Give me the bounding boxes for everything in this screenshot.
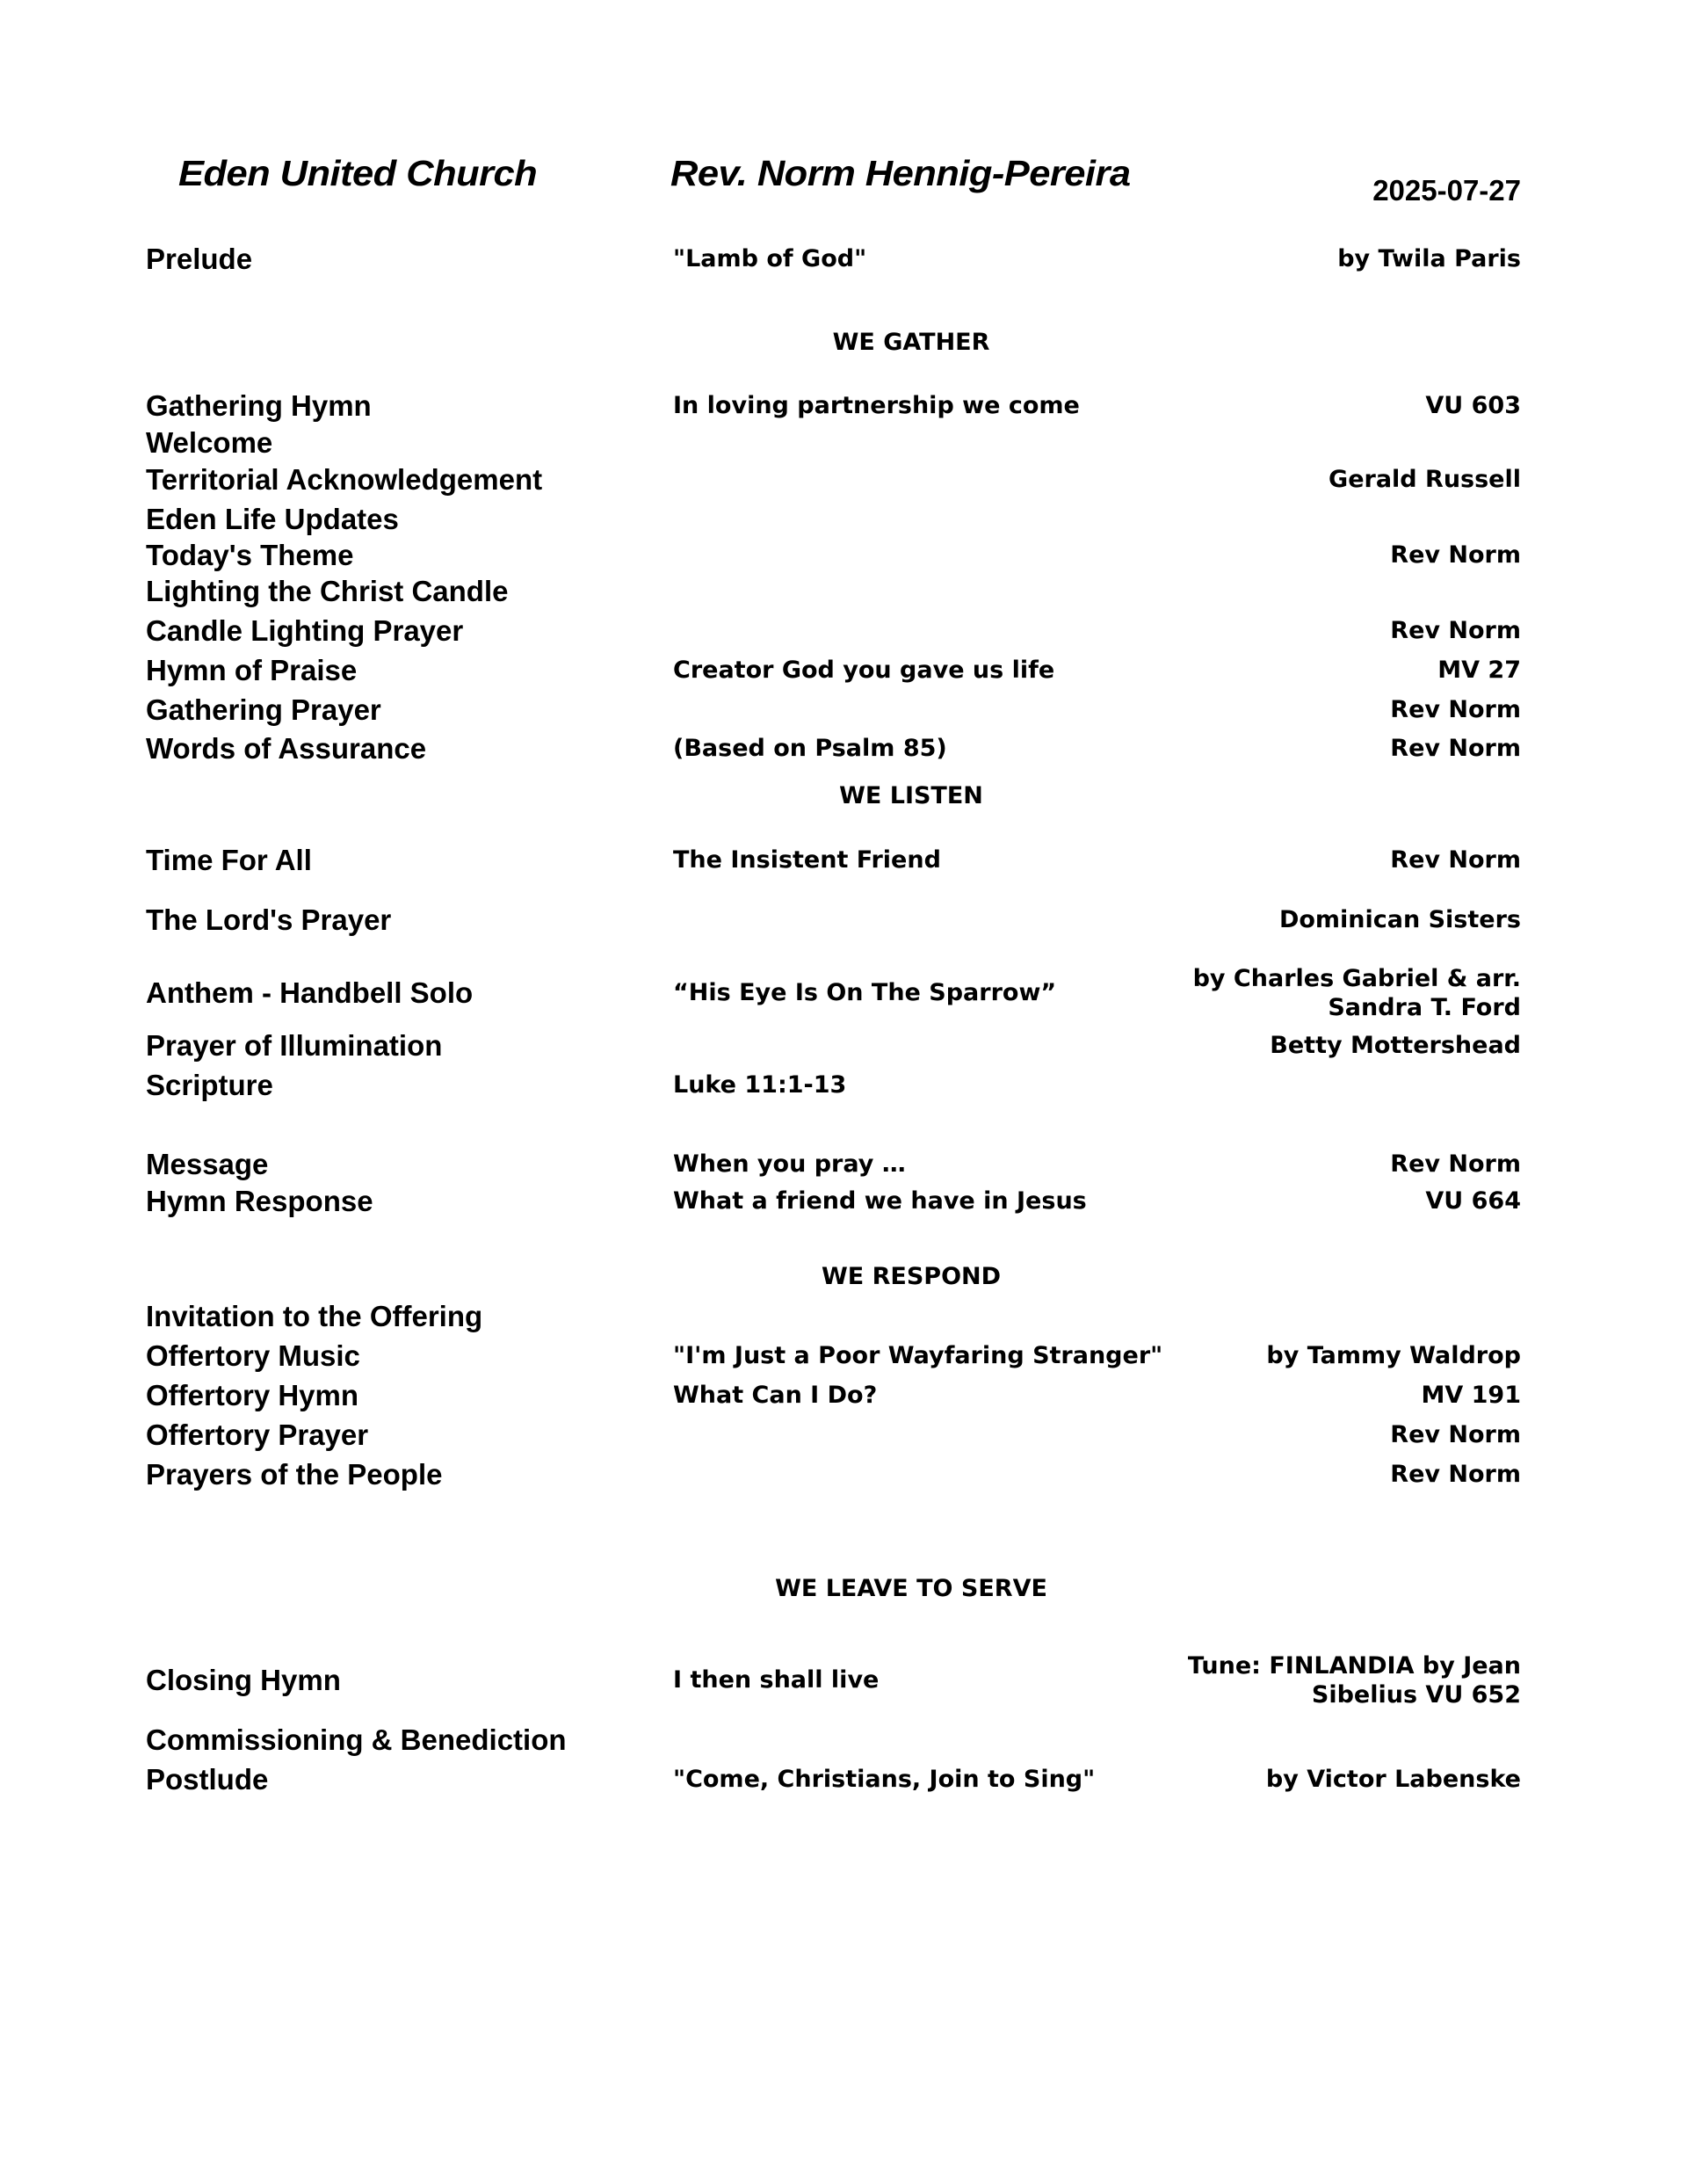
service-item-leader: Rev Norm <box>1390 735 1521 762</box>
service-item-label: Welcome <box>146 426 273 459</box>
service-item-title: Creator God you gave us life <box>673 657 1055 684</box>
service-item-leader: Gerald Russell <box>1329 466 1521 493</box>
service-item-label: Candle Lighting Prayer <box>146 614 464 647</box>
church-name: Eden United Church <box>178 153 538 193</box>
service-item-label: Hymn Response <box>146 1185 373 1217</box>
service-item-leader: MV 191 <box>1421 1382 1521 1409</box>
service-item-title: What Can I Do? <box>673 1382 878 1409</box>
service-item-label: Prayer of Illumination <box>146 1029 443 1062</box>
service-item-leader: Rev Norm <box>1390 1150 1521 1178</box>
service-item-leader: Betty Mottershead <box>1270 1032 1521 1059</box>
service-item-label: Invitation to the Offering <box>146 1300 483 1332</box>
service-item-leader: Rev Norm <box>1390 541 1521 569</box>
service-item-leader: Rev Norm <box>1390 617 1521 644</box>
service-item-leader: MV 27 <box>1437 657 1521 684</box>
service-item-title: “His Eye Is On The Sparrow” <box>673 979 1057 1006</box>
service-item-label: Gathering Hymn <box>146 389 372 422</box>
section-heading-we-listen: WE LISTEN <box>839 782 983 809</box>
service-item-title: "Come, Christians, Join to Sing" <box>673 1766 1096 1793</box>
service-item-title: In loving partnership we come <box>673 392 1080 419</box>
service-item-label: Message <box>146 1148 269 1180</box>
service-item-label: Time For All <box>146 844 312 876</box>
service-item-label: Scripture <box>146 1069 273 1101</box>
service-item-leader: by Tammy Waldrop <box>1266 1342 1521 1369</box>
service-item-leader: Rev Norm <box>1390 696 1521 723</box>
service-item-label: Lighting the Christ Candle <box>146 575 509 607</box>
service-item-label: Anthem - Handbell Solo <box>146 976 474 1009</box>
service-item-leader: Tune: FINLANDIA by Jean Sibelius VU 652 <box>1187 1652 1521 1709</box>
minister-name: Rev. Norm Hennig-Pereira <box>670 153 1131 193</box>
service-item-label: Prelude <box>146 243 253 275</box>
service-item-label: Today's Theme <box>146 539 354 571</box>
service-item-title: Luke 11:1-13 <box>673 1071 847 1099</box>
service-item-title: I then shall live <box>673 1666 880 1694</box>
service-item-label: The Lord's Prayer <box>146 903 392 936</box>
section-heading-we-gather: WE GATHER <box>832 329 990 356</box>
service-item-label: Territorial Acknowledgement <box>146 463 543 496</box>
service-item-title: "Lamb of God" <box>673 245 867 272</box>
service-item-label: Offertory Music <box>146 1339 360 1372</box>
service-item-label: Gathering Prayer <box>146 693 381 726</box>
service-date: 2025-07-27 <box>1372 174 1521 207</box>
service-item-leader: by Charles Gabriel & arr. Sandra T. Ford <box>1192 965 1521 1021</box>
service-item-label: Offertory Hymn <box>146 1379 359 1411</box>
service-item-leader: by Twila Paris <box>1337 245 1521 272</box>
section-heading-we-leave-to-serve: WE LEAVE TO SERVE <box>775 1575 1047 1602</box>
service-item-label: Postlude <box>146 1763 269 1796</box>
service-item-leader: Dominican Sisters <box>1278 906 1521 933</box>
service-item-title: (Based on Psalm 85) <box>673 735 947 762</box>
service-item-title: The Insistent Friend <box>673 846 941 874</box>
service-item-leader: Rev Norm <box>1390 846 1521 874</box>
service-item-label: Eden Life Updates <box>146 503 399 535</box>
service-item-leader: by Victor Labenske <box>1265 1766 1521 1793</box>
service-item-label: Words of Assurance <box>146 732 427 765</box>
service-item-title: "I'm Just a Poor Wayfaring Stranger" <box>673 1342 1163 1369</box>
service-item-title: When you pray … <box>673 1150 906 1178</box>
service-item-label: Commissioning & Benediction <box>146 1723 567 1756</box>
service-item-label: Hymn of Praise <box>146 654 358 686</box>
section-heading-we-respond: WE RESPOND <box>821 1263 1002 1290</box>
service-item-leader: VU 664 <box>1425 1187 1521 1215</box>
service-item-leader: VU 603 <box>1425 392 1521 419</box>
service-item-leader: Rev Norm <box>1390 1421 1521 1448</box>
service-item-label: Prayers of the People <box>146 1458 443 1491</box>
service-item-label: Closing Hymn <box>146 1664 341 1696</box>
service-item-title: What a friend we have in Jesus <box>673 1187 1087 1215</box>
service-item-label: Offertory Prayer <box>146 1419 369 1451</box>
service-item-leader: Rev Norm <box>1390 1461 1521 1488</box>
